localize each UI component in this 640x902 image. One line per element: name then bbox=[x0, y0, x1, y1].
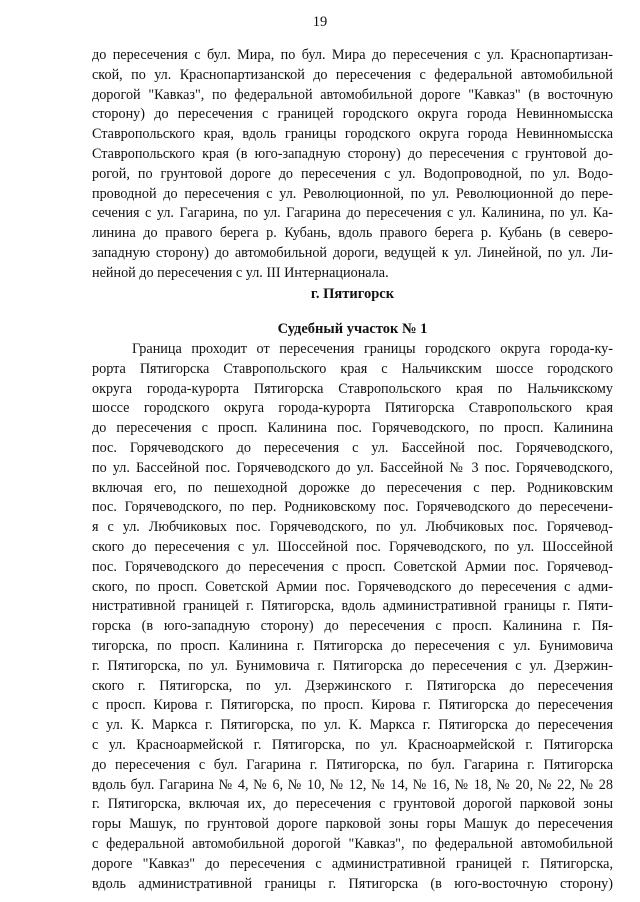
text-line: рогой, по грунтовой дороге до пересечения с ул. Водопроводной, по ул. Водо- bbox=[92, 165, 613, 182]
text-line: горы Машук, по грунтовой дороге парковой зоны горы Машук до пересечения bbox=[92, 816, 613, 833]
section-paragraph bbox=[92, 340, 613, 894]
text-line: нейной до пересечения с ул. III Интернационала. bbox=[92, 264, 389, 281]
page-number: 19 bbox=[312, 14, 328, 30]
text-line: с ул. Красноармейской г. Пятигорска, по ул. Красноармейской г. Пятигорска bbox=[92, 736, 613, 753]
text-line: ского до пересечения с ул. Шоссейной пос. Горячеводского, по ул. Шоссейной bbox=[92, 538, 613, 555]
text-line: рорта Пятигорска Ставропольского края с Нальчикским шоссе городского bbox=[92, 360, 613, 377]
text-line: вдоль административной границы г. Пятигорска (в юго-восточную сторону) bbox=[92, 875, 613, 892]
text-line: сторону) до пересечения с границей городского округа города Невинномысска bbox=[92, 106, 613, 123]
text-line: нистративной границей г. Пятигорска, вдоль административной границы г. Пяти- bbox=[92, 598, 613, 615]
text-line: дорогой "Кавказ", по федеральной автомобильной дороге "Кавказ" (в восточную bbox=[92, 86, 613, 103]
text-line: с федеральной автомобильной дорогой "Кавказ", по федеральной автомобильной bbox=[92, 835, 613, 852]
text-line: включая его, по пешеходной дорожке до пересечения с пер. Родниковским bbox=[92, 479, 613, 496]
text-line: до пересечения с бул. Мира, по бул. Мира до пересечения с ул. Краснопартизан- bbox=[92, 47, 613, 63]
text-line: пос. Горячеводского до пересечения с просп. Советской Армии пос. Горячевод- bbox=[92, 558, 613, 575]
text-line: шоссе городского округа города-курорта Пятигорска Ставропольского края bbox=[92, 400, 613, 417]
continuation-paragraph bbox=[92, 46, 613, 284]
text-line: пос. Горячеводского до пересечения с ул. Бассейной пос. Горячеводского, bbox=[92, 439, 613, 456]
text-line: по ул. Бассейной пос. Горячеводского до ул. Бассейной № 3 пос. Горячеводского, bbox=[92, 459, 613, 476]
text-line: до пересечения с бул. Гагарина г. Пятигорска, по бул. Гагарина г. Пятигорска bbox=[92, 756, 613, 773]
text-line: западную сторону) до автомобильной дороги, ведущей к ул. Линейной, по ул. Ли- bbox=[92, 244, 613, 261]
text-line: пос. Горячеводского, по пер. Родниковскому пос. Горячеводского до пересечени- bbox=[92, 499, 613, 516]
text-line: дороге "Кавказ" до пересечения с административной границей г. Пятигорска, bbox=[92, 855, 613, 872]
text-line: ского, по просп. Советской Армии пос. Горячеводского до пересечения с адми- bbox=[92, 578, 613, 595]
text-line: Граница проходит от пересечения границы городского округа города-ку- bbox=[132, 341, 613, 357]
city-heading: г. Пятигорск bbox=[310, 286, 395, 302]
text-line: с просп. Кирова г. Пятигорска, по просп. Кирова г. Пятигорска до пересечения bbox=[92, 697, 613, 714]
section-heading: Судебный участок № 1 bbox=[277, 321, 428, 337]
text-line: до пересечения с просп. Калинина пос. Горячеводского, по просп. Калинина bbox=[92, 420, 613, 437]
text-line: ского г. Пятигорска, по ул. Дзержинского г. Пятигорска до пересечения bbox=[92, 677, 613, 694]
text-line: линина до правого берега р. Кубань, вдоль правого берега р. Кубань (в северо- bbox=[92, 225, 613, 242]
text-line: вдоль бул. Гагарина № 4, № 6, № 10, № 12, № 14, № 16, № 18, № 20, № 22, № 28 bbox=[92, 776, 613, 793]
text-line: с ул. К. Маркса г. Пятигорска, по ул. К. Маркса г. Пятигорска до пересечения bbox=[92, 717, 613, 734]
text-line: я с ул. Любчиковых пос. Горячеводского, по ул. Любчиковых пос. Горячевод- bbox=[92, 519, 613, 536]
text-line: горска (в юго-западную сторону) до пересечения с просп. Калинина г. Пя- bbox=[92, 618, 613, 635]
text-line: Ставропольского края (в юго-западную сторону) до пересечения с грунтовой до- bbox=[92, 145, 613, 162]
text-line: сечения с ул. Гагарина, по ул. Гагарина до пересечения с ул. Калинина, по ул. Ка- bbox=[92, 205, 613, 222]
text-line: округа города-курорта Пятигорска Ставропольского края по Нальчикскому bbox=[92, 380, 613, 397]
text-line: г. Пятигорска, включая их, до пересечения с грунтовой дорогой парковой зоны bbox=[92, 796, 613, 813]
text-line: тигорска, по просп. Калинина г. Пятигорска до пересечения с ул. Бунимовича bbox=[92, 637, 613, 654]
text-line: Ставропольского края, вдоль границы городского округа города Невинномысска bbox=[92, 126, 613, 143]
text-line: ской, по ул. Краснопартизанской до пересечения с федеральной автомобильной bbox=[92, 66, 613, 83]
text-line: проводной до пересечения с ул. Революционной, по ул. Революционной до пере- bbox=[92, 185, 613, 202]
text-line: г. Пятигорска, по ул. Бунимовича г. Пятигорска до пересечения с ул. Дзержин- bbox=[92, 657, 613, 674]
